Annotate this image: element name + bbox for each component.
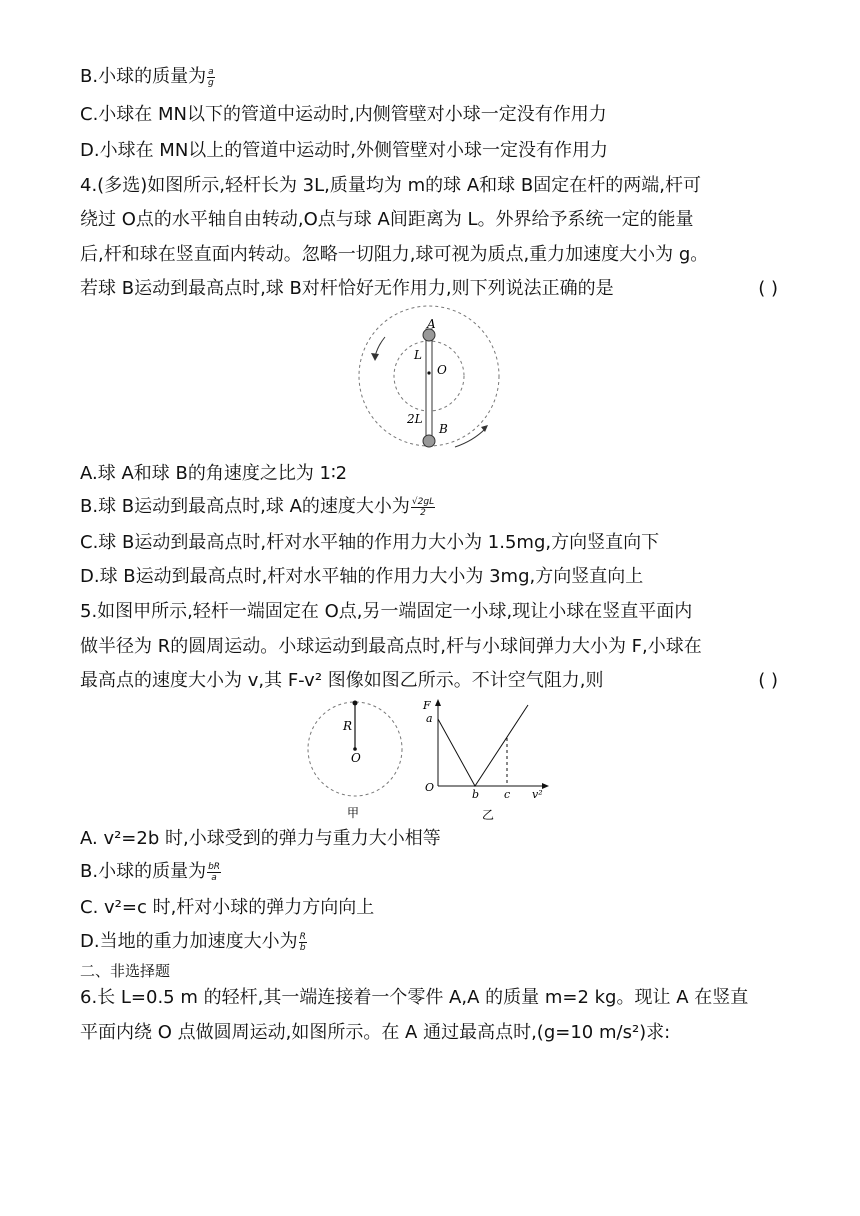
q4-rotation-arrow-left-head	[371, 353, 379, 361]
q5-option-b-text: B.小球的质量为	[80, 861, 207, 882]
q5-answer-paren: ( )	[758, 670, 778, 691]
q4-option-b-fraction: $\frac{√2gL}{2}$	[411, 496, 435, 518]
q5-yi-label-v2: v²	[532, 788, 543, 801]
q5-jia-label-r: R	[343, 719, 353, 733]
q4-option-a: A.球 A和球 B的角速度之比为 1∶2	[80, 463, 348, 484]
q5-yi-label-b: b	[472, 788, 480, 801]
q5-jia-label-o: O	[351, 751, 361, 765]
q4-ball-b	[423, 435, 435, 447]
q4-answer-paren: ( )	[758, 278, 778, 299]
q5-option-d-fraction: $\frac{R}{b}$	[299, 931, 306, 953]
q5-yi-label-o: O	[425, 781, 435, 794]
q6-stem-line1: 6.长 L=0.5 m 的轻杆,其一端连接着一个零件 A,A 的质量 m=2 kg。现让 A 在竖直	[80, 987, 749, 1008]
q4-option-d: D.球 B运动到最高点时,杆对水平轴的作用力大小为 3mg,方向竖直向上	[80, 566, 644, 587]
q4-stem-line2: 绕过 O点的水平轴自由转动,O点与球 A间距离为 L。外界给予系统一定的能量	[80, 209, 694, 230]
q4-option-b	[80, 494, 436, 520]
q4-figure	[355, 305, 505, 455]
q5-yi-y-axis-arrow	[435, 699, 441, 706]
q5-option-d	[80, 929, 308, 955]
q4-stem-line1: 4.(多选)如图所示,轻杆长为 3L,质量均为 m的球 A和球 B固定在杆的两端,杆可	[80, 175, 701, 196]
q5-yi-label-c: c	[504, 788, 511, 801]
q5-stem-line1: 5.如图甲所示,轻杆一端固定在 O点,另一端固定一小球,现让小球在竖直平面内	[80, 601, 693, 622]
q5-yi-graph	[438, 705, 528, 786]
q5-figure-yi	[418, 696, 558, 826]
q5-option-d-text: D.当地的重力加速度大小为	[80, 931, 298, 952]
q5-yi-caption: 乙	[482, 808, 495, 822]
q4-stem-line3: 后,杆和球在竖直面内转动。忽略一切阻力,球可视为质点,重力加速度大小为 g。	[80, 244, 709, 265]
q5-yi-label-a: a	[426, 712, 433, 725]
q4-label-b: B	[439, 422, 448, 436]
q5-option-b-fraction: $\frac{bR}{a}$	[208, 861, 221, 883]
q4-rotation-arrow-right-head	[481, 425, 488, 432]
q4-option-c: C.球 B运动到最高点时,杆对水平轴的作用力大小为 1.5mg,方向竖直向下	[80, 532, 660, 553]
q6-stem-line2: 平面内绕 O 点做圆周运动,如图所示。在 A 通过最高点时,(g=10 m/s²)求:	[80, 1022, 671, 1043]
q3-option-b	[80, 64, 216, 90]
q5-figure-jia	[305, 700, 405, 825]
q3-option-b-fraction: $\frac{a}{g}$	[207, 66, 214, 88]
q4-pivot-o	[427, 371, 430, 374]
q5-option-a: A. v²=2b 时,小球受到的弹力与重力大小相等	[80, 828, 441, 849]
q5-stem-line2: 做半径为 R的圆周运动。小球运动到最高点时,杆与小球间弹力大小为 F,小球在	[80, 636, 702, 657]
section-heading: 二、非选择题	[80, 962, 171, 980]
q4-label-2l: 2L	[407, 412, 423, 426]
q5-option-b	[80, 859, 222, 885]
q3-option-c: C.小球在 MN以下的管道中运动时,内侧管壁对小球一定没有作用力	[80, 104, 607, 125]
q4-label-o: O	[437, 363, 447, 377]
q5-stem-line3: 最高点的速度大小为 v,其 F-v² 图像如图乙所示。不计空气阻力,则	[80, 670, 604, 691]
q3-option-b-text: B.小球的质量为	[80, 66, 207, 87]
q5-jia-caption: 甲	[347, 806, 360, 820]
q5-yi-label-f: F	[423, 699, 431, 712]
q4-rod	[426, 329, 432, 441]
q5-jia-ball	[353, 701, 358, 706]
q4-label-a: A	[427, 317, 436, 331]
q4-rotation-arrow-right	[455, 429, 485, 447]
q4-stem-line4: 若球 B运动到最高点时,球 B对杆恰好无作用力,则下列说法正确的是	[80, 278, 614, 299]
q5-yi-x-axis-arrow	[542, 783, 549, 789]
q4-option-b-text: B.球 B运动到最高点时,球 A的速度大小为	[80, 496, 410, 517]
q5-option-c: C. v²=c 时,杆对小球的弹力方向向上	[80, 897, 375, 918]
q3-option-d: D.小球在 MN以上的管道中运动时,外侧管壁对小球一定没有作用力	[80, 140, 609, 161]
q4-label-l: L	[414, 348, 422, 362]
